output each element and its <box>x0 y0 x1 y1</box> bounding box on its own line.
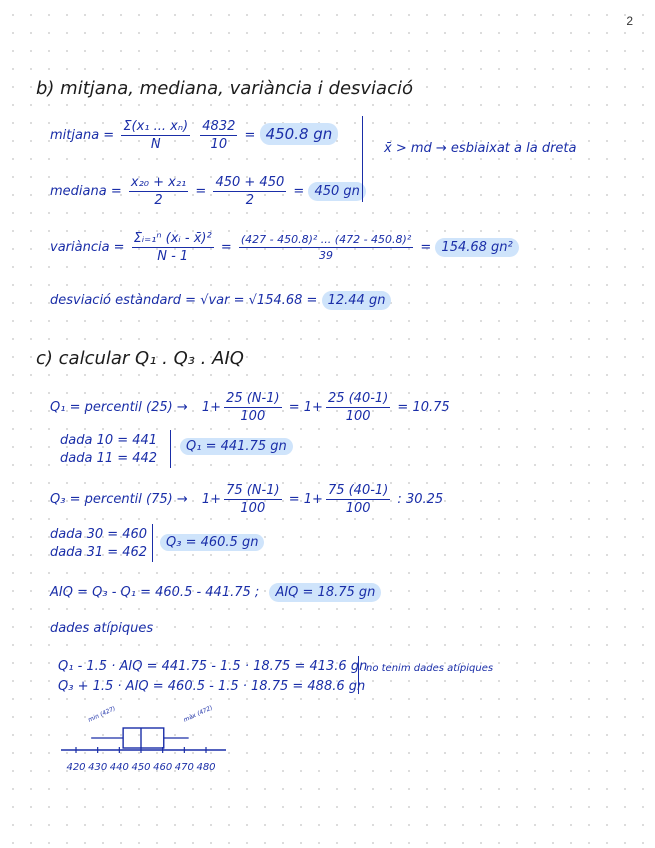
q3-dada-30: dada 30 = 460 <box>50 527 148 542</box>
lower-fence: Q₁ - 1.5 · AIQ = 441.75 - 1.5 · 18.75 = 413.6 gn <box>58 659 368 674</box>
variancia-result: 154.68 gn² <box>435 238 518 257</box>
boxplot <box>56 700 256 790</box>
boxplot-box <box>123 728 164 748</box>
brace-fences <box>358 656 359 694</box>
desviacio-row: desviació estàndard = √var = √154.68 = 12.44 gn <box>50 294 391 307</box>
mitjana-label: mitjana = <box>50 128 115 143</box>
variancia-fraction-1: $\frac{\text{Σᵢ₌₁ⁿ (xᵢ - x̄)²}}{N - 1}$ <box>133 231 212 264</box>
q3-row: Q₃ = percentil (75) → 1+ $\frac{75 (N-1)}{100}$ = 1+ $\frac{75 (40-1)}{100}$ : 30.25 <box>50 483 444 516</box>
variancia-row: variància = $\frac{\text{Σᵢ₌₁ⁿ (xᵢ - x̄)²}}{N - 1}$ = $\frac{\text{(427 - 450.8)² ... (472 - 450.8)²}}{39}$ = 154.68 gn² <box>50 232 519 263</box>
upper-fence: Q₃ + 1.5 · AIQ = 460.5 - 1.5 · 18.75 = 488.6 gn <box>58 679 366 694</box>
q1-dada-11: dada 11 = 442 <box>60 451 158 466</box>
mediana-row: mediana = $\frac{\text{x₂₀ + x₂₁}}{2}$ = $\frac{450 + 450}{2}$ = 450 gn <box>50 176 366 207</box>
q3-result: Q₃ = 460.5 gn <box>160 534 264 551</box>
q3-position-value: 30.25 <box>405 492 444 507</box>
brace-q3 <box>152 524 153 562</box>
q1-position-value: 10.75 <box>412 400 450 415</box>
boxplot-tick-label: 480 <box>196 762 216 773</box>
q3-dada-31: dada 31 = 462 <box>50 545 148 560</box>
brace-mean-median <box>362 116 363 202</box>
atipiques-heading: dades atípiques <box>50 621 154 636</box>
desviacio-result: 12.44 gn <box>322 291 392 310</box>
section-b-heading: b) mitjana, mediana, variància i desviació <box>36 78 413 99</box>
q1-dada-10: dada 10 = 441 <box>60 433 158 448</box>
mitjana-result: 450.8 gn <box>260 123 339 145</box>
section-c-heading: c) calcular Q₁ . Q₃ . AIQ <box>36 348 244 369</box>
boxplot-max-label: màx (472) <box>182 704 214 724</box>
aiq-row: AIQ = Q₃ - Q₁ = 460.5 - 441.75 ; AIQ = 18.75 gn <box>50 586 381 599</box>
skew-note: x̄ > md → esbiaixat a la dreta <box>384 141 577 156</box>
mitjana-fraction-2: $\frac{4832}{10}$ <box>202 119 236 152</box>
boxplot-tick-label: 460 <box>153 762 173 773</box>
desviacio-label: desviació estàndard = <box>50 293 197 308</box>
variancia-fraction-2: $\frac{\text{(427 - 450.8)² ... (472 - 450.8)²}}{39}$ <box>240 233 412 262</box>
boxplot-tick-label: 450 <box>131 762 151 773</box>
mitjana-row: mitjana = $\frac{\text{Σ(x₁ ... xₙ)}}{N}$ $\frac{4832}{10}$ = 450.8 gn <box>50 120 338 151</box>
boxplot-tick-label: 470 <box>174 762 194 773</box>
boxplot-min-label: min (427) <box>87 705 117 724</box>
mitjana-fraction-1: $\frac{\text{Σ(x₁ ... xₙ)}}{N}$ <box>123 119 189 152</box>
mediana-fraction-1: $\frac{\text{x₂₀ + x₂₁}}{2}$ <box>130 175 187 208</box>
page-number: 2 <box>626 14 633 28</box>
mediana-label: mediana = <box>50 184 122 199</box>
aiq-result: AIQ = 18.75 gn <box>269 583 381 602</box>
q1-row: Q₁ = percentil (25) → 1+ $\frac{25 (N-1)}{100}$ = 1+ $\frac{25 (40-1)}{100}$ = 10.75 <box>50 391 450 424</box>
mediana-fraction-2: $\frac{450 + 450}{2}$ <box>215 175 285 208</box>
mediana-result: 450 gn <box>308 182 365 201</box>
boxplot-tick-label: 440 <box>109 762 129 773</box>
variancia-label: variància = <box>50 240 125 255</box>
brace-q1 <box>170 430 171 468</box>
fence-note: no tenim dades atípiques <box>366 663 494 674</box>
q1-result: Q₁ = 441.75 gn <box>180 438 293 455</box>
boxplot-tick-label: 430 <box>88 762 108 773</box>
boxplot-tick-label: 420 <box>66 762 86 773</box>
